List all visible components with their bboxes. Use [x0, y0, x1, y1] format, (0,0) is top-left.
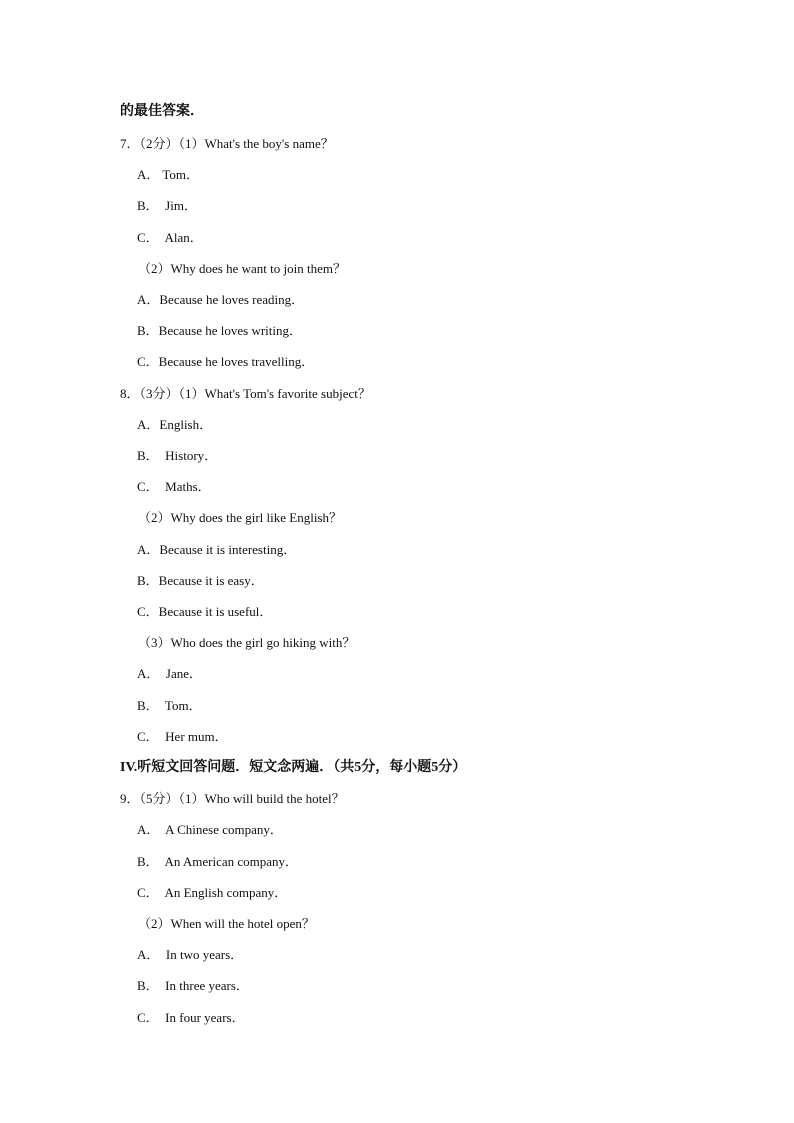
- q7-part2-option-a: A．Because he loves reading．: [137, 292, 305, 307]
- q8-part3-option-a: A． Jane．: [137, 666, 202, 681]
- q7-part2-option-b: B．Because he loves writing．: [137, 323, 302, 338]
- q8-part2-option-c: C．Because it is useful．: [137, 604, 273, 619]
- q9-part2-option-a: A． In two years．: [137, 947, 244, 962]
- q7-part1-option-a: A． Tom．: [137, 167, 200, 182]
- q8-part3-option-b: B． Tom．: [137, 698, 202, 713]
- q8-part3-option-c: C． Her mum．: [137, 729, 228, 744]
- q9-part2-option-b: B． In three years．: [137, 978, 249, 993]
- question-7-stem: 7．（2分）（1）What's the boy's name？: [120, 136, 334, 151]
- q9-part1-option-b: B． An American company．: [137, 854, 299, 869]
- q8-part2-option-b: B．Because it is easy．: [137, 573, 264, 588]
- q7-part2-stem: （2）Why does he want to join them？: [138, 261, 346, 276]
- q8-part2-option-a: A．Because it is interesting．: [137, 542, 297, 557]
- q9-part1-option-a: A． A Chinese company．: [137, 822, 283, 837]
- q9-part2-stem: （2）When will the hotel open？: [138, 916, 315, 931]
- q7-part1-option-b: B． Jim．: [137, 198, 197, 213]
- section-4-heading: IV.听短文回答问题．短文念两遍．（共5分，每小题5分）: [120, 760, 467, 775]
- q7-part1-option-c: C． Alan．: [137, 230, 203, 245]
- q8-part2-stem: （2）Why does the girl like English？: [138, 510, 343, 525]
- q9-part2-option-c: C． In four years．: [137, 1010, 245, 1025]
- q7-part2-option-c: C．Because he loves travelling．: [137, 354, 315, 369]
- question-9-stem: 9．（5分）（1）Who will build the hotel？: [120, 791, 345, 806]
- q9-part1-option-c: C． An English company．: [137, 885, 288, 900]
- q8-part1-option-b: B． History．: [137, 448, 218, 463]
- q8-part1-option-a: A．English．: [137, 417, 213, 432]
- section-heading-continued: 的最佳答案．: [120, 104, 204, 119]
- q8-part1-option-c: C． Maths．: [137, 479, 211, 494]
- question-8-stem: 8．（3分）（1）What's Tom's favorite subject？: [120, 386, 371, 401]
- q8-part3-stem: （3）Who does the girl go hiking with？: [138, 635, 356, 650]
